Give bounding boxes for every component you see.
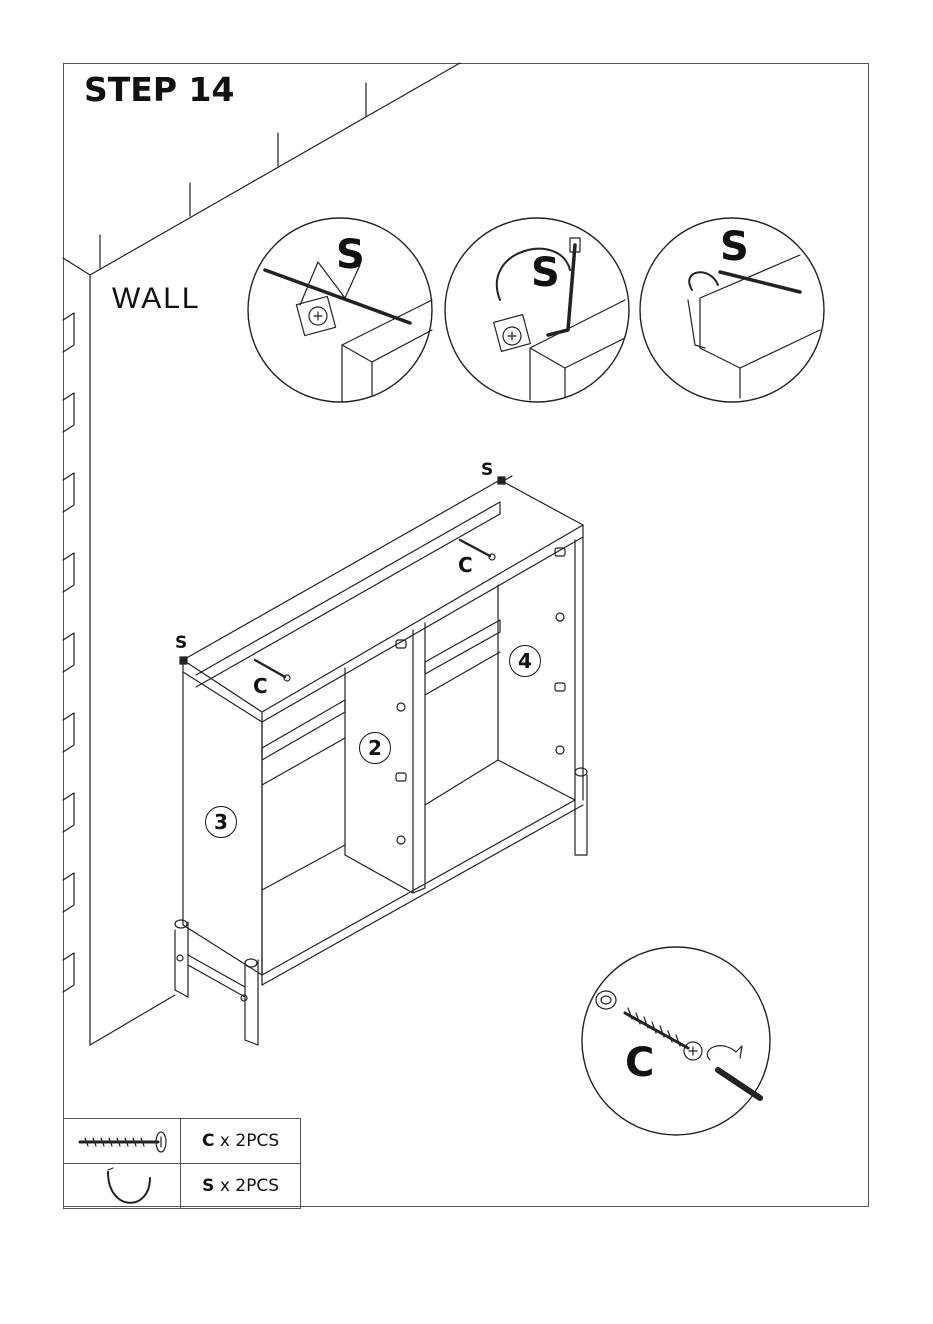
part-code: C [202, 1131, 215, 1151]
parts-legend [63, 1118, 301, 1209]
legend-row [64, 1119, 301, 1164]
legend-row [64, 1164, 301, 1209]
legend-qty-cell [181, 1164, 301, 1209]
legend-icon-cell [64, 1164, 181, 1209]
part-qty: x 2PCS [219, 1131, 280, 1151]
cable-tie-label-top: S [481, 460, 494, 480]
detail-2-letter: S [531, 250, 560, 296]
part-code: S [202, 1176, 215, 1196]
detail-1-letter: S [336, 232, 365, 278]
panel-number-4: 4 [509, 645, 541, 677]
wall-label: WALL [112, 282, 201, 315]
part-qty: x 2PCS [219, 1176, 280, 1196]
screw-label-left: C [253, 674, 268, 698]
screw-detail-circle [582, 947, 770, 1135]
step-title: STEP 14 [84, 70, 235, 109]
screw-label-right: C [458, 553, 473, 577]
legend-qty-cell [181, 1119, 301, 1164]
panel-number-3: 3 [205, 806, 237, 838]
panel-number-2: 2 [359, 732, 391, 764]
legend-icon-cell [64, 1119, 181, 1164]
detail-circle-2 [445, 218, 629, 402]
screw-detail-letter: C [625, 1040, 655, 1086]
detail-3-letter: S [720, 224, 749, 270]
cable-tie-label-left: S [175, 633, 188, 653]
